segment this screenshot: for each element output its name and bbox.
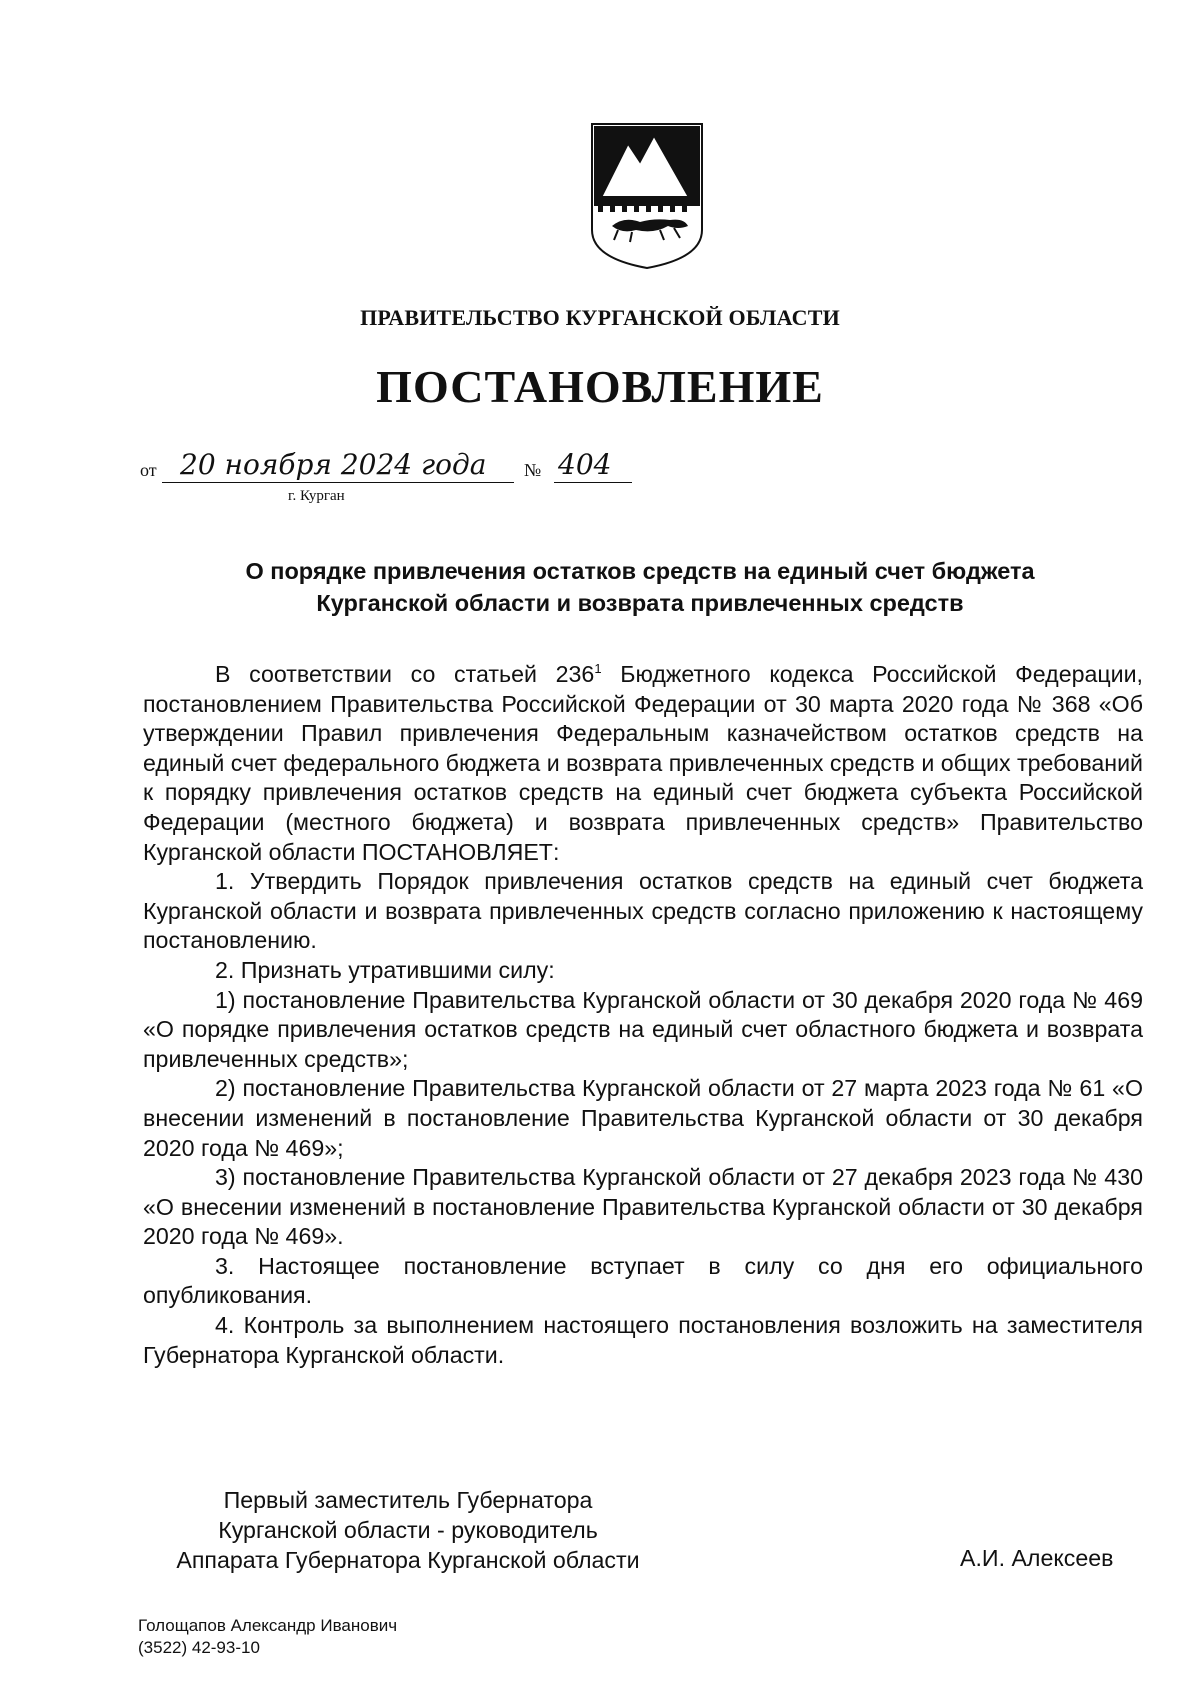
preamble-text-a: В соответствии со статьей 236 [215,661,595,687]
item-2-2-paragraph: 2) постановление Правительства Курганской области от 27 марта 2023 года № 61 «О внесении изменений в постановление Правительства Курганской области от 30 декабря 2020 года № 469»; [143,1075,1143,1161]
executor-name: Голощапов Александр Иванович [138,1616,398,1635]
executor-phone: (3522) 42-93-10 [138,1638,260,1657]
signatory-line: Первый заместитель Губернатора [223,1487,593,1513]
item-1-paragraph: 1. Утвердить Порядок привлечения остатков средств на единый счет бюджета Курганской области и возврата привлеченных средств согласно приложению к настоящему постановлению. [143,868,1143,954]
government-name: ПРАВИТЕЛЬСТВО КУРГАНСКОЙ ОБЛАСТИ [360,305,840,330]
document-title: ПОСТАНОВЛЕНИЕ [376,361,824,412]
number-underline [554,482,632,483]
signatory-name: А.И. Алексеев [960,1545,1114,1571]
item-2-paragraph: 2. Признать утратившими силу: [215,956,555,983]
article-superscript: 1 [594,661,602,676]
number-label: № [524,460,542,480]
preamble-paragraph [143,660,1143,867]
date-number-line [140,448,640,508]
item-2-1-paragraph: 1) постановление Правительства Курганской области от 30 декабря 2020 года № 469 «О порядке привлечения остатков средств на единый счет областного бюджета и возврата привлеченных средств»; [143,986,1143,1072]
heading-line: Курганской области и возврата привлеченных средств [316,590,964,616]
document-body [143,660,1143,1370]
date-from-label: от [140,460,157,480]
date-underline [162,482,514,483]
signatory-position [143,1485,673,1575]
signatory-line: Курганской области - руководитель [218,1517,598,1543]
signatory-line: Аппарата Губернатора Курганской области [176,1547,640,1573]
executor-contact [138,1615,397,1659]
handwritten-date: 20 ноября 2024 года [180,448,487,481]
document-subject-heading [180,555,1100,619]
item-2-3-paragraph: 3) постановление Правительства Курганской области от 27 декабря 2023 года № 430 «О внесении изменений в постановление Правительства Курганской области от 30 декабря 2020 года № 469». [143,1164,1143,1250]
handwritten-number: 404 [558,448,612,481]
item-3-paragraph: 3. Настоящее постановление вступает в силу со дня его официального опубликования. [143,1252,1143,1309]
city-label: г. Курган [288,488,345,504]
heading-line: О порядке привлечения остатков средств на единый счет бюджета [245,558,1035,584]
preamble-text-b: Бюджетного кодекса Российской Федерации, постановлением Правительства Российской Федерации от 30 марта 2020 года № 368 «Об утверждении Правил привлечения Федеральным казначейством остатков средств на единый счет федерального бюджета и возврата привлеченных средств и общих требований к порядку привлечения остатков средств на единый счет бюджета субъекта Российской Федерации (местного бюджета) и возврата привлеченных средств» Правительство Курганской области ПОСТАНОВЛЯЕТ: [143,661,1144,865]
coat-of-arms-icon [588,122,706,270]
item-4-paragraph: 4. Контроль за выполнением настоящего постановления возложить на заместителя Губернатора Курганской области. [143,1312,1143,1368]
